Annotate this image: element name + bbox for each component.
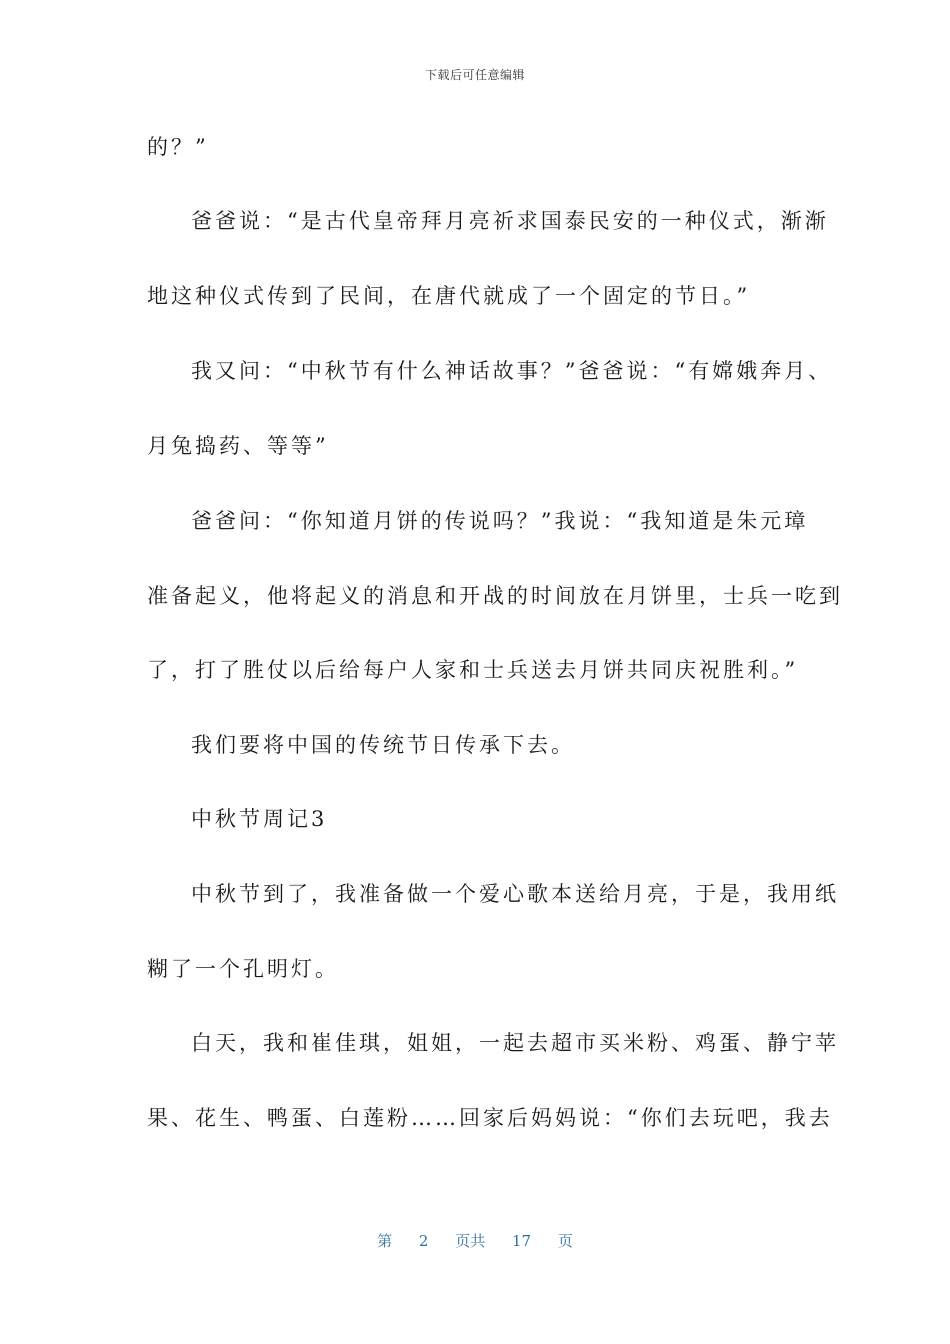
footer-current-page: 2: [418, 1232, 429, 1250]
text-line: 准备起义，他将起义的消息和开战的时间放在月饼里，士兵一吃到: [147, 584, 843, 608]
footer-label-page: 第: [377, 1232, 393, 1250]
text-line: 爸爸问：“你知道月饼的传说吗？”我说：“我知道是朱元璋: [191, 509, 809, 533]
text-line: 我又问：“中秋节有什么神话故事？”爸爸说：“有嫦娥奔月、: [191, 359, 833, 383]
text-line: 糊了一个孔明灯。: [147, 957, 339, 981]
text-line: 我们要将中国的传统节日传承下去。: [191, 733, 575, 757]
footer-total-pages: 17: [512, 1232, 532, 1250]
text-line: 月兔捣药、等等”: [147, 434, 329, 458]
section-heading: 中秋节周记3: [191, 807, 328, 831]
page-footer: [0, 1230, 950, 1251]
text-line: 白天，我和崔佳琪，姐姐，一起去超市买米粉、鸡蛋、静宁苹: [191, 1031, 839, 1055]
footer-label-end: 页: [557, 1232, 573, 1250]
page-header: 下载后可任意编辑: [424, 68, 525, 82]
text-line: 了，打了胜仗以后给每户人家和士兵送去月饼共同庆祝胜利。”: [147, 658, 799, 682]
text-line: 的？”: [147, 135, 209, 159]
text-line: 爸爸说：“是古代皇帝拜月亮祈求国泰民安的一种仪式，渐渐: [191, 209, 829, 233]
text-line: 中秋节到了，我准备做一个爱心歌本送给月亮，于是，我用纸: [191, 882, 839, 906]
text-line: 地这种仪式传到了民间，在唐代就成了一个固定的节日。”: [147, 284, 751, 308]
text-line: 果、花生、鸭蛋、白莲粉……回家后妈妈说：“你们去玩吧，我去: [147, 1106, 833, 1130]
footer-label-of: 页共: [455, 1232, 486, 1250]
